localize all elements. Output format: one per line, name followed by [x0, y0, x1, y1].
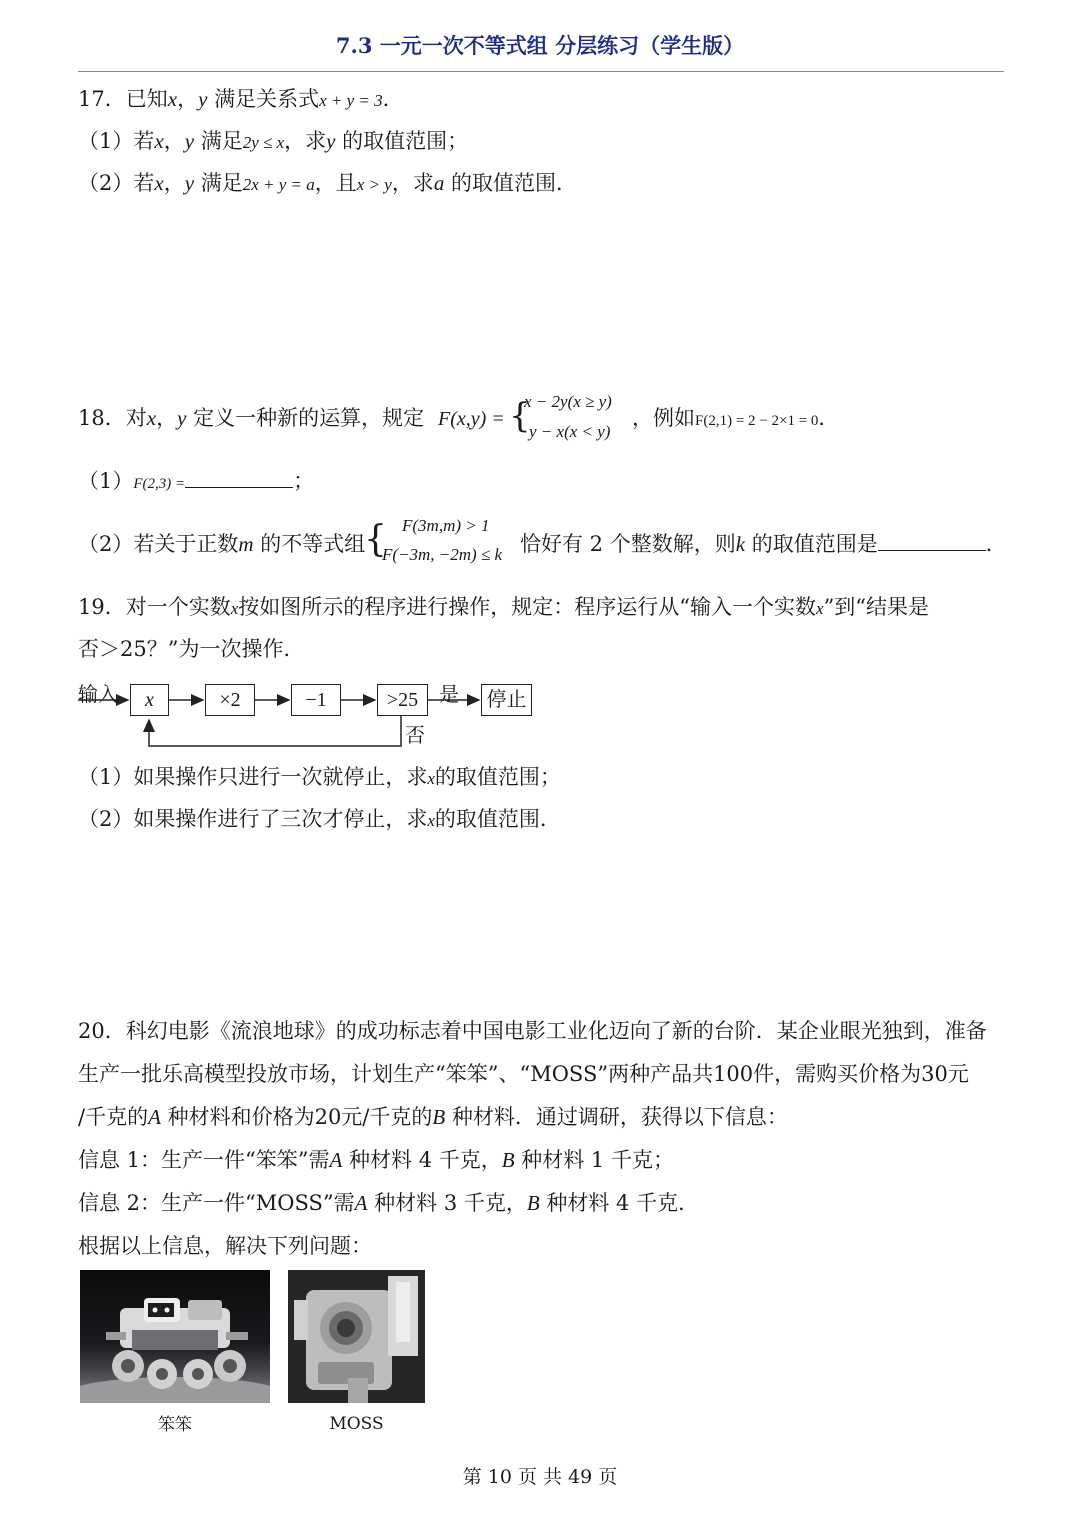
var-y: y	[177, 406, 187, 430]
q19-p1-text: 的取值范围；	[434, 765, 561, 789]
var-x: x	[167, 87, 178, 111]
answer-blank[interactable]	[878, 530, 986, 551]
q17-part1	[78, 126, 468, 158]
q20-prompt: 根据以上信息，解决下列问题：	[78, 1234, 372, 1258]
q20-line2: 生产一批乐高模型投放市场，计划生产“笨笨”、“MOSS”两种产品共100件，需购买价格为30元	[78, 1062, 969, 1086]
q19-stem-line2: 否＞25？”为一次操作．	[78, 637, 305, 661]
q18-stem	[78, 403, 424, 433]
q18-function-name: F(x,y) =	[438, 408, 505, 430]
q17-p1-text: 满足	[194, 129, 243, 153]
var-y: y	[198, 87, 208, 111]
var-k: k	[735, 532, 746, 556]
q17-p2-text: （2）若	[78, 171, 155, 195]
moss-robot-image	[288, 1270, 425, 1403]
flow-no-label: 否	[405, 723, 425, 747]
var-y: y	[184, 129, 195, 153]
q19-part1	[78, 762, 561, 794]
var-A: A	[148, 1105, 161, 1129]
q17-p2-text: ，求	[391, 171, 434, 195]
q19-text: 19．对一个实数	[78, 595, 231, 619]
q17-stem	[78, 84, 404, 116]
q18-part2-start	[78, 529, 365, 559]
flow-box-times2: ×2	[205, 684, 255, 716]
q17-p2-text: 满足	[194, 171, 243, 195]
q19-part2	[78, 804, 561, 836]
flow-box-gt25: >25	[377, 684, 428, 716]
q20-info-text: 种材料 3 千克，	[367, 1191, 527, 1215]
q19-stem-line1	[78, 592, 929, 624]
q19-p1-text: （1）如果操作只进行一次就停止，求	[78, 765, 428, 789]
page-header-title: 7.3 一元一次不等式组 分层练习（学生版）	[335, 33, 745, 58]
var-y: y	[184, 171, 195, 195]
page-number: 第 10 页 共 49 页	[462, 1466, 618, 1488]
q19-flowchart	[78, 678, 538, 750]
var-x: x	[230, 599, 239, 618]
q18-part2-end	[520, 529, 1007, 559]
q18-example-expr: F(2,1) = 2 − 2×1 = 0	[695, 413, 819, 429]
q17-p2-condition2: x > y	[356, 175, 392, 194]
moss-illustration-icon	[288, 1270, 425, 1403]
var-A: A	[329, 1148, 343, 1172]
q17-p1-text: 的取值范围；	[335, 129, 469, 153]
q20-info-text: 信息 2：生产一件“MOSS”需	[78, 1191, 355, 1215]
q18-p2-text: 的取值范围是	[745, 532, 878, 556]
q18-text: 定义一种新的运算，规定	[186, 406, 425, 430]
q18-p2-text: 恰好有 2 个整数解，则	[520, 532, 736, 556]
q18-ineq2: F(−3m, −2m) ≤ k	[382, 545, 503, 564]
q20-text: /千克的	[78, 1105, 149, 1129]
flow-yes-label: 是	[439, 682, 459, 706]
q18-p2-text: （2）若关于正数	[78, 532, 239, 556]
comma: ，	[156, 406, 178, 430]
var-A: A	[354, 1191, 368, 1215]
var-B: B	[526, 1191, 540, 1215]
benben-robot-image	[80, 1270, 270, 1403]
q18-p1-text: （1）	[78, 469, 134, 493]
q17-p2-condition: 2x + y = a	[242, 175, 315, 194]
flow-input-label: 输入	[78, 682, 118, 706]
q17-text: 满足关系式	[207, 87, 320, 111]
q17-p2-text: ，且	[314, 171, 357, 195]
var-x: x	[154, 171, 164, 195]
q20-line3	[78, 1102, 788, 1132]
var-x: x	[154, 129, 164, 153]
q20-info1	[78, 1145, 674, 1175]
q19-p2-text: （2）如果操作进行了三次才停止，求	[78, 807, 428, 831]
var-x: x	[427, 769, 435, 788]
flow-box-minus1: −1	[291, 684, 341, 716]
q17-p1-condition: 2y ≤ x	[242, 133, 285, 152]
var-m: m	[238, 532, 254, 556]
benben-caption: 笨笨	[158, 1415, 192, 1435]
q20-text: 种材料和价格为20元/千克的	[160, 1105, 433, 1129]
q18-p1-end: ；	[293, 469, 315, 493]
q20-info-text: 信息 1：生产一件“笨笨”需	[78, 1148, 330, 1172]
answer-blank[interactable]	[185, 467, 293, 488]
q17-part2	[78, 168, 577, 200]
q20-info-text: 种材料 4 千克．	[539, 1191, 700, 1215]
q20-info2	[78, 1188, 699, 1218]
left-brace-icon: {	[509, 396, 531, 436]
q18-p1-expr: F(2,3) =	[133, 476, 186, 492]
q19-p2-text: 的取值范围．	[434, 807, 561, 831]
comma: ，	[163, 171, 185, 195]
q18-part1	[78, 466, 314, 499]
q18-ineq1: F(3m,m) > 1	[402, 516, 490, 535]
period: ．	[382, 87, 404, 111]
comma: ，	[163, 129, 185, 153]
var-a: a	[433, 171, 445, 195]
q20-info-text: 种材料 4 千克，	[342, 1148, 502, 1172]
var-y: y	[326, 129, 336, 153]
q18-text: 18．对	[78, 406, 147, 430]
left-brace-icon: {	[364, 519, 387, 560]
q17-equation: x + y = 3	[319, 91, 383, 110]
var-B: B	[432, 1105, 446, 1129]
q17-p1-text: （1）若	[78, 129, 155, 153]
flow-box-stop: 停止	[481, 684, 532, 716]
q19-text: 按如图所示的程序进行操作，规定：程序运行从“输入一个实数	[238, 595, 817, 619]
q17-p1-text: ，求	[284, 129, 327, 153]
comma: ，	[177, 87, 199, 111]
q18-example	[632, 403, 839, 436]
robot-illustration-icon	[80, 1270, 270, 1403]
var-x: x	[427, 811, 435, 830]
q19-text: ”到“结果是	[823, 595, 930, 619]
period: ．	[985, 532, 1007, 556]
header-divider	[78, 71, 1004, 72]
var-x: x	[816, 599, 824, 618]
flow-box-x: x	[130, 684, 169, 716]
period: ．	[818, 406, 840, 430]
q18-case1: x − 2y(x ≥ y)	[524, 392, 612, 411]
q20-line1: 20．科幻电影《流浪地球》的成功标志着中国电影工业化迈向了新的台阶．某企业眼光独到，准备	[78, 1019, 987, 1043]
q20-text: 种材料．通过调研，获得以下信息：	[445, 1105, 788, 1129]
q18-text: ，例如	[632, 406, 695, 430]
q18-case2: y − x(x < y)	[529, 422, 611, 441]
q18-function-def	[438, 403, 505, 434]
q18-p2-text: 的不等式组	[253, 532, 366, 556]
moss-caption: MOSS	[329, 1414, 384, 1434]
var-B: B	[501, 1148, 515, 1172]
var-x: x	[146, 406, 157, 430]
q20-info-text: 种材料 1 千克；	[514, 1148, 674, 1172]
q17-p2-text: 的取值范围．	[444, 171, 578, 195]
q17-text: 17．已知	[78, 87, 168, 111]
